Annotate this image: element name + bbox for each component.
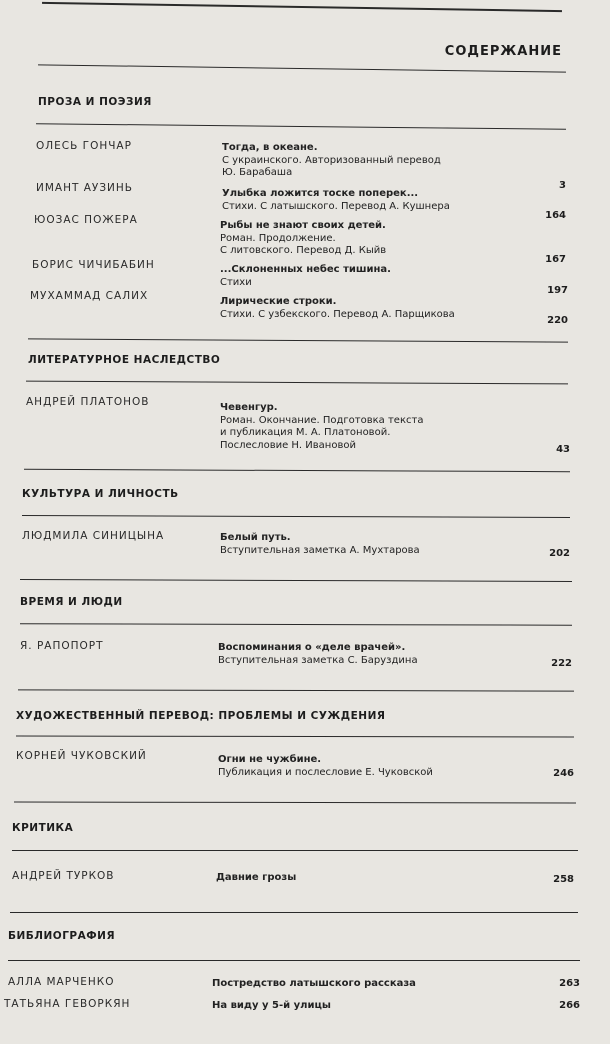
- author-name: АНДРЕЙ ПЛАТОНОВ: [26, 396, 150, 408]
- work-note: С украинского. Авторизованный перевод: [222, 154, 441, 166]
- page-number: 220: [547, 315, 568, 326]
- section-heading: КРИТИКА: [12, 822, 74, 834]
- page-number: 202: [549, 548, 570, 559]
- work-title: Тогда, в океане.: [222, 142, 318, 153]
- work-title: Улыбка ложится тоске поперек...: [222, 188, 419, 199]
- work-note: Стихи. С узбекского. Перевод А. Парщикова: [220, 308, 455, 320]
- divider: [38, 64, 566, 72]
- page-number: 43: [556, 444, 570, 455]
- top-rule: [42, 2, 562, 12]
- page-number: 167: [545, 254, 566, 265]
- divider: [12, 850, 578, 851]
- work-entry: [222, 188, 450, 213]
- author-name: ОЛЕСЬ ГОНЧАР: [36, 140, 132, 152]
- section-heading: ЛИТЕРАТУРНОЕ НАСЛЕДСТВО: [28, 354, 221, 366]
- divider: [20, 623, 572, 625]
- work-entry: [218, 754, 433, 779]
- work-entry: [212, 1000, 331, 1013]
- work-note: Ю. Барабаша: [222, 167, 293, 178]
- work-entry: [220, 532, 420, 557]
- work-entry: [220, 220, 386, 258]
- page-number: 197: [547, 285, 568, 296]
- author-name: ЛЮДМИЛА СИНИЦЫНА: [22, 530, 165, 542]
- author-name: ЮОЗАС ПОЖЕРА: [34, 214, 138, 226]
- work-note: и публикация М. А. Платоновой.: [220, 427, 391, 438]
- page-title: СОДЕРЖАНИЕ: [444, 44, 562, 59]
- divider: [14, 802, 576, 804]
- work-title: На виду у 5-й улицы: [212, 1000, 331, 1011]
- author-name: Я. РАПОПОРТ: [20, 640, 104, 652]
- work-entry: [218, 642, 418, 667]
- work-title: Огни не чужбине.: [218, 754, 322, 765]
- page-number: 3: [559, 180, 566, 191]
- work-note: Публикация и послесловие Е. Чуковской: [218, 766, 433, 778]
- page-number: 258: [553, 874, 574, 885]
- author-name: ИМАНТ АУЗИНЬ: [36, 182, 134, 194]
- author-name: АНДРЕЙ ТУРКОВ: [12, 870, 115, 882]
- author-name: БОРИС ЧИЧИБАБИН: [32, 259, 155, 271]
- work-title: Давние грозы: [216, 872, 297, 883]
- divider: [26, 381, 568, 385]
- section-heading: ХУДОЖЕСТВЕННЫЙ ПЕРЕВОД: ПРОБЛЕМЫ И СУЖДЕНИЯ: [16, 710, 386, 722]
- page-number: 222: [551, 658, 572, 669]
- work-entry: [220, 402, 423, 452]
- divider: [10, 912, 578, 913]
- author-name: АЛЛА МАРЧЕНКО: [8, 976, 115, 988]
- divider: [16, 736, 574, 738]
- work-note: Стихи: [220, 276, 252, 288]
- divider: [22, 515, 570, 518]
- work-note: Роман. Окончание. Подготовка текста: [220, 414, 424, 426]
- work-title: Постредство латышского рассказа: [212, 978, 416, 989]
- page-number: 246: [553, 768, 574, 779]
- author-name: МУХАММАД САЛИХ: [30, 290, 149, 302]
- work-note: С литовского. Перевод Д. Кыйв: [220, 245, 387, 256]
- divider: [8, 960, 580, 961]
- work-title: Воспоминания о «деле врачей».: [218, 642, 406, 653]
- work-title: Белый путь.: [220, 532, 291, 543]
- author-name: КОРНЕЙ ЧУКОВСКИЙ: [16, 750, 147, 762]
- work-title: Лирические строки.: [220, 296, 337, 307]
- section-heading: ПРОЗА И ПОЭЗИЯ: [38, 96, 152, 108]
- work-title: Рыбы не знают своих детей.: [220, 220, 386, 231]
- work-entry: [212, 978, 416, 991]
- work-entry: [216, 872, 296, 885]
- section-heading: КУЛЬТУРА И ЛИЧНОСТЬ: [22, 488, 179, 500]
- work-note: Стихи. С латышского. Перевод А. Кушнера: [222, 200, 450, 212]
- work-note: Вступительная заметка С. Баруздина: [218, 654, 418, 666]
- work-title: Чевенгур.: [220, 402, 278, 413]
- work-note: Роман. Продолжение.: [220, 232, 336, 244]
- work-note: Послесловие Н. Ивановой: [220, 439, 356, 451]
- page-number: 164: [545, 210, 566, 221]
- work-title: ...Склоненных небес тишина.: [220, 264, 391, 275]
- work-note: Вступительная заметка А. Мухтарова: [220, 544, 420, 556]
- page-number: 263: [559, 978, 580, 989]
- section-heading: ВРЕМЯ И ЛЮДИ: [20, 596, 123, 608]
- divider: [20, 579, 572, 582]
- work-entry: [222, 142, 441, 180]
- section-heading: БИБЛИОГРАФИЯ: [8, 930, 116, 942]
- author-name: ТАТЬЯНА ГЕВОРКЯН: [4, 998, 131, 1010]
- divider: [36, 123, 566, 130]
- page-number: 266: [559, 1000, 580, 1011]
- divider: [28, 338, 568, 342]
- divider: [24, 469, 570, 472]
- work-entry: [220, 296, 455, 321]
- divider: [18, 689, 574, 691]
- work-entry: [220, 264, 391, 289]
